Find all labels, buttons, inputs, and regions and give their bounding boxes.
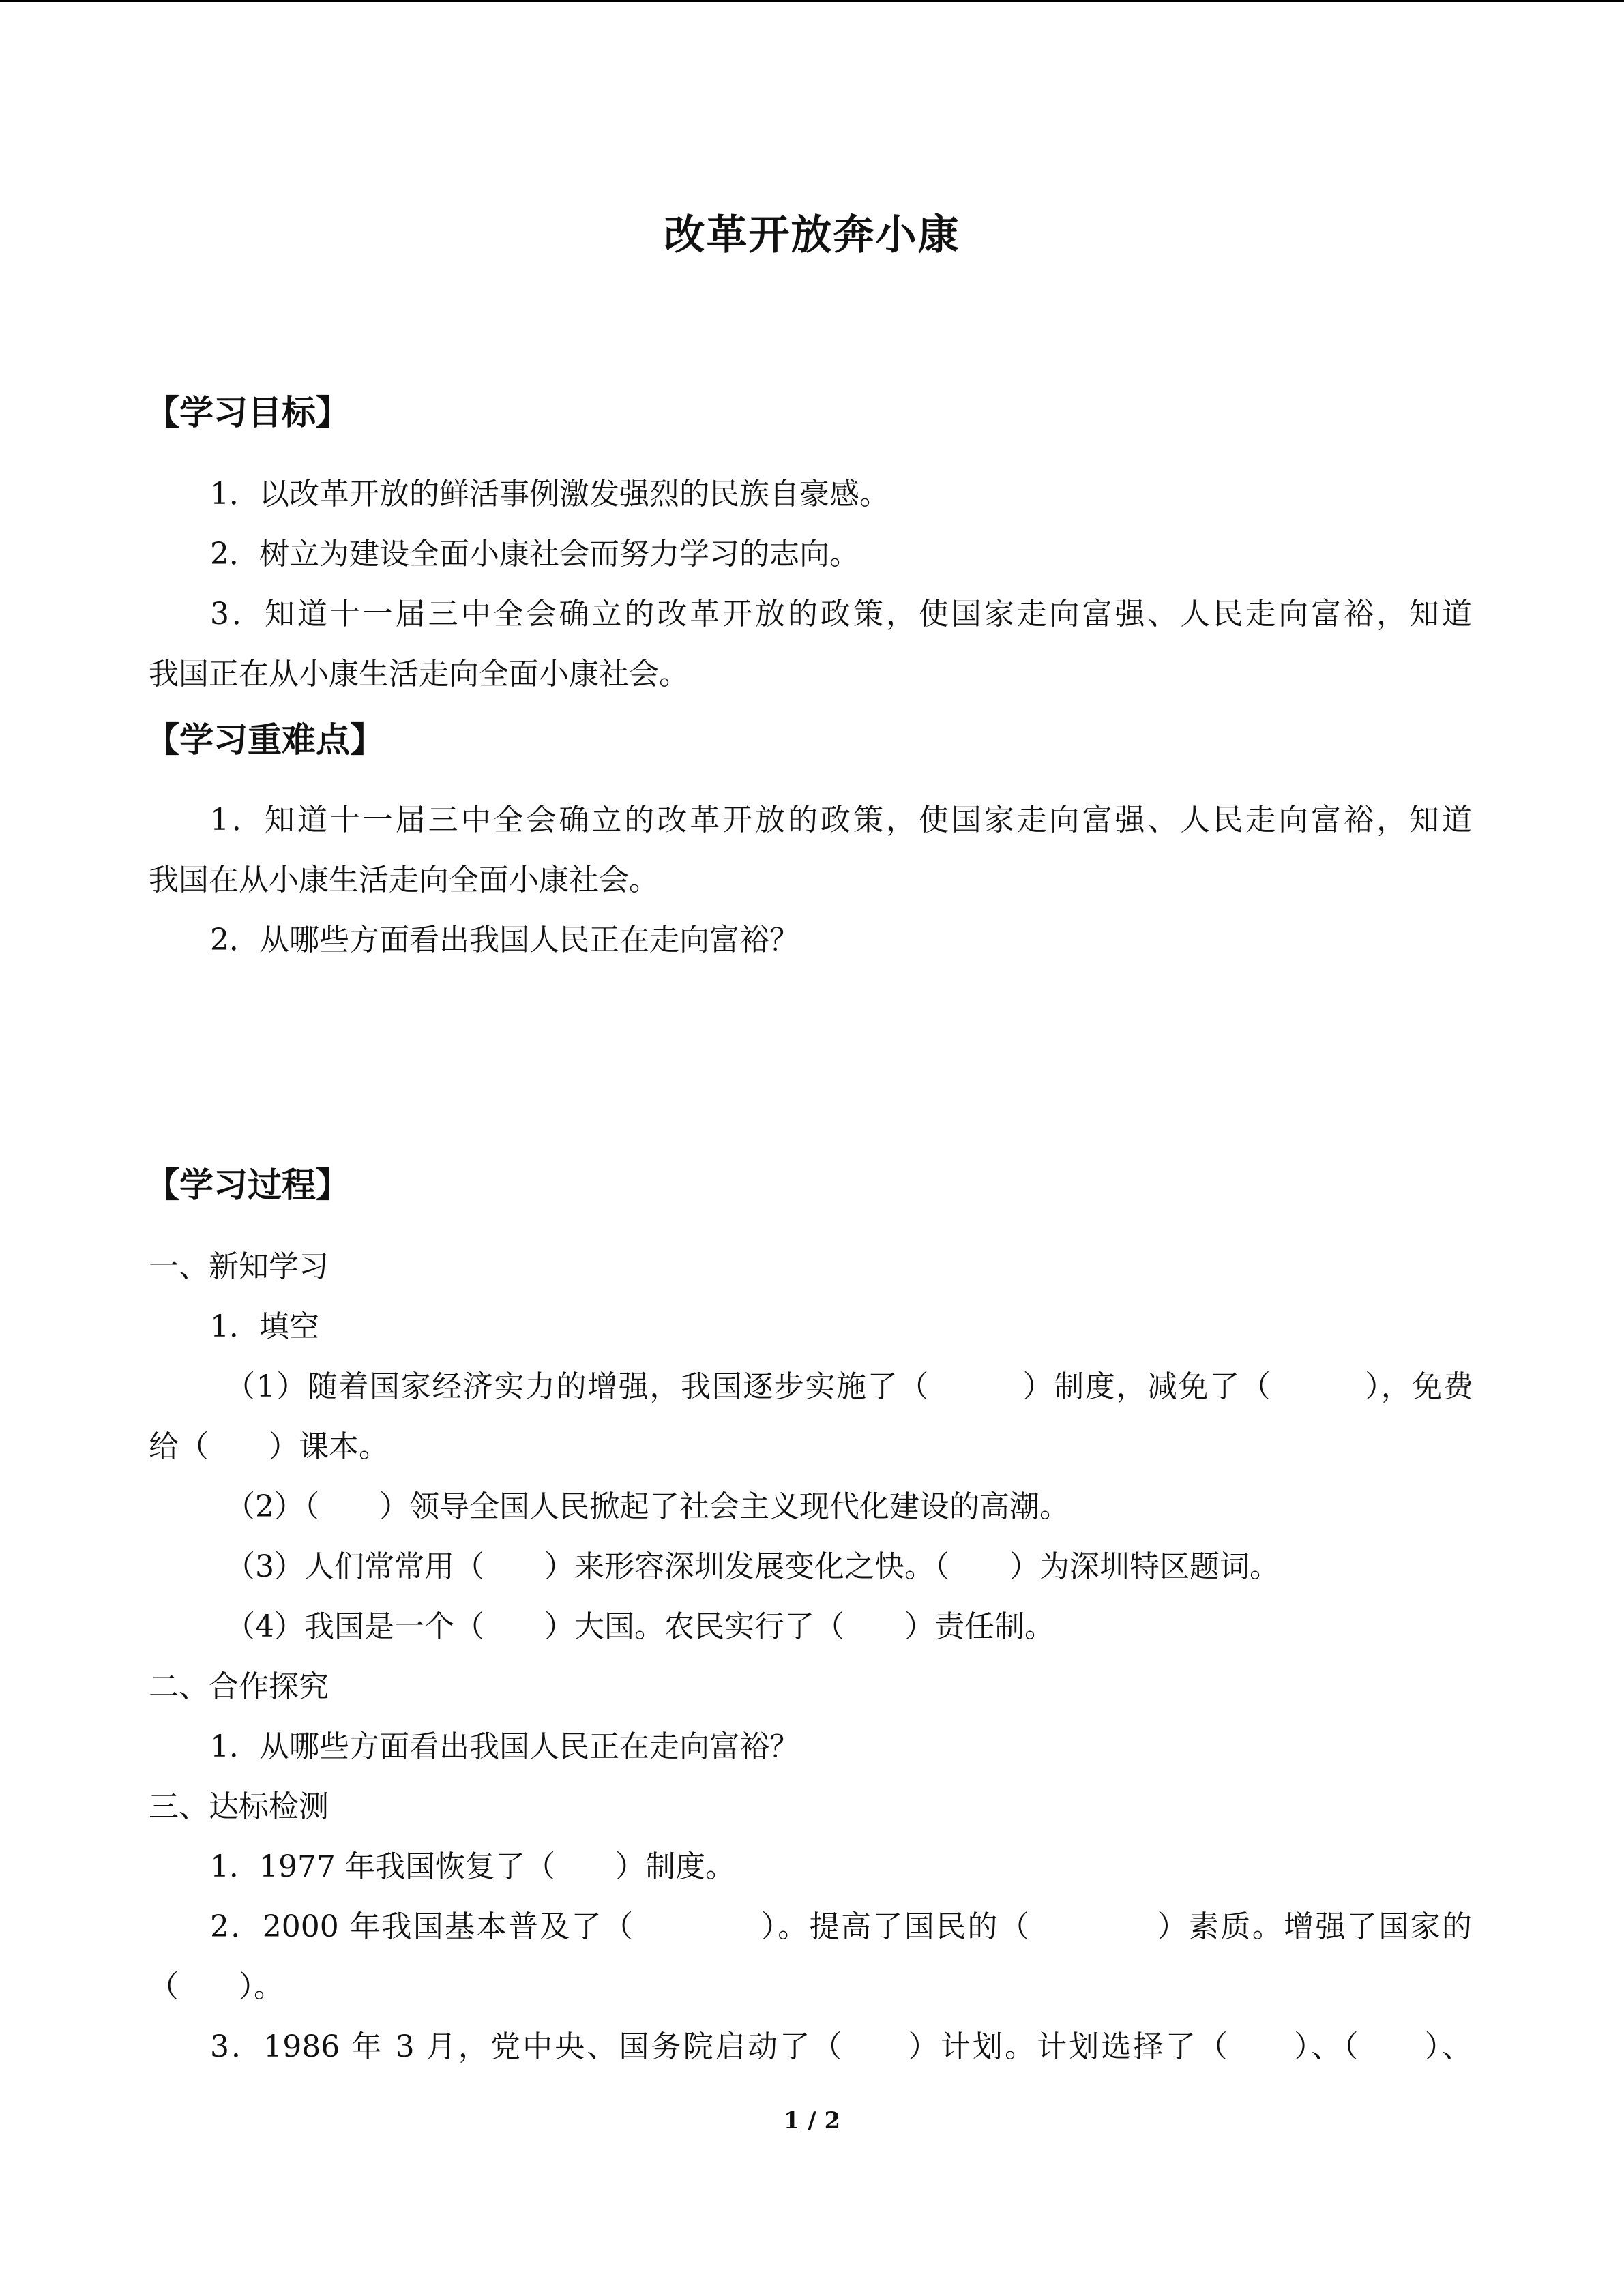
- part2-question-1: 1．从哪些方面看出我国人民正在走向富裕？: [210, 1729, 799, 1764]
- section-heading-process: 【学习过程】: [145, 1165, 350, 1205]
- part2-title: 二、合作探究: [149, 1669, 329, 1704]
- section-heading-keypoints: 【学习重难点】: [145, 720, 384, 760]
- test-question-1: 1．1977 年我国恢复了（ ）制度。: [210, 1849, 735, 1884]
- test-question-2-cont: （ ）。: [149, 1969, 284, 2004]
- test-question-2: 2．2000 年我国基本普及了（ ）。提高了国民的（ ）素质。增强了国家的: [210, 1909, 1472, 1944]
- part3-title: 三、达标检测: [149, 1789, 329, 1824]
- goal-item-3-cont: 我国正在从小康生活走向全面小康社会。: [149, 657, 689, 691]
- fill-title: 1．填空: [210, 1309, 319, 1344]
- fill-question-2: （2）（ ）领导全国人民掀起了社会主义现代化建设的高潮。: [225, 1489, 1069, 1524]
- section-heading-goals: 【学习目标】: [145, 393, 350, 432]
- fill-question-4: （4）我国是一个（ ）大国。农民实行了（ ）责任制。: [225, 1609, 1054, 1644]
- fill-question-1-cont: 给（ ）课本。: [149, 1429, 389, 1464]
- fill-question-1: （1）随着国家经济实力的增强，我国逐步实施了（ ）制度，减免了（ ），免费: [225, 1369, 1473, 1404]
- keypoint-item-2: 2．从哪些方面看出我国人民正在走向富裕？: [210, 923, 799, 957]
- test-question-3: 3．1986 年 3 月，党中央、国务院启动了（ ）计划。计划选择了（ ）、（ ）、: [210, 2029, 1472, 2064]
- keypoint-item-1: 1．知道十一届三中全会确立的改革开放的政策，使国家走向富强、人民走向富裕，知道: [210, 803, 1472, 837]
- fill-question-3: （3）人们常常用（ ）来形容深圳发展变化之快。（ ）为深圳特区题词。: [225, 1549, 1280, 1584]
- page-title: 改革开放奔小康: [664, 211, 960, 259]
- page-top-border: [0, 0, 1624, 2]
- goal-item-2: 2．树立为建设全面小康社会而努力学习的志向。: [210, 537, 859, 571]
- goal-item-3: 3．知道十一届三中全会确立的改革开放的政策，使国家走向富强、人民走向富裕，知道: [210, 597, 1472, 631]
- goal-item-1: 1．以改革开放的鲜活事例激发强烈的民族自豪感。: [210, 477, 889, 511]
- keypoint-item-1-cont: 我国在从小康生活走向全面小康社会。: [149, 863, 659, 897]
- page-number: 1 / 2: [783, 2107, 841, 2134]
- part1-title: 一、新知学习: [149, 1249, 329, 1284]
